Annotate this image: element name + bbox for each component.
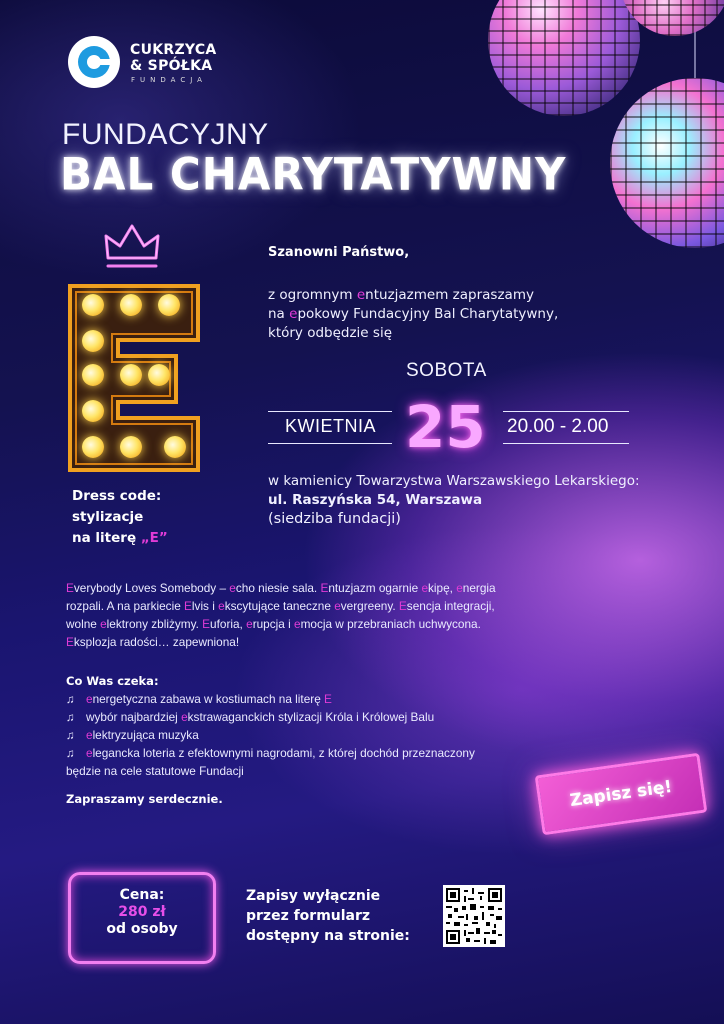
qr-code-icon[interactable]: [443, 885, 505, 947]
invitation-line: z ogromnym entuzjazmem zapraszamy: [268, 287, 534, 303]
list-item: ♫ wybór najbardziej ekstrawaganckich stylizacji Króla i Królowej Balu: [66, 710, 435, 724]
event-time: 20.00 - 2.00: [507, 416, 609, 437]
description-line: rozpali. A na parkiecie Elvis i ekscytujące taneczne evergreeny. Esencja integracji,: [66, 599, 495, 613]
venue-address: ul. Raszyńska 54, Warszawa: [268, 492, 483, 508]
month: KWIETNIA: [285, 416, 377, 436]
signup-button-label: Zapisz się!: [568, 776, 674, 812]
awaits-list: [66, 690, 566, 780]
invitation-text: [268, 286, 558, 343]
logo-line-2: & SPÓŁKA: [130, 58, 213, 74]
list-item: ♫ elegancka loteria z efektownymi nagrodami, z której dochód przeznaczony: [66, 746, 475, 760]
list-item-continuation: będzie na cele statutowe Fundacji: [66, 764, 244, 778]
dress-code-line-1: Dress code:: [72, 488, 162, 504]
music-note-icon: ♫: [66, 746, 75, 760]
music-note-icon: ♫: [66, 728, 75, 742]
venue-line-1: w kamienicy Towarzystwa Warszawskiego Lekarskiego:: [268, 473, 640, 489]
description-line: Eksplozja radości… zapewniona!: [66, 635, 240, 649]
divider: [268, 411, 392, 412]
invitation-line: na epokowy Fundacyjny Bal Charytatywny,: [268, 306, 559, 322]
venue-line-3: (siedziba fundacji): [268, 511, 401, 527]
weekday: SOBOTA: [406, 360, 487, 381]
list-item: ♫ energetyczna zabawa w kostiumach na literę E: [66, 692, 332, 706]
divider: [503, 411, 629, 412]
venue: [268, 472, 640, 529]
event-title: BAL CHARYTATYWNY: [60, 148, 567, 201]
price-per: od osoby: [106, 921, 178, 937]
logo-name: [130, 42, 217, 74]
dress-code-prefix: na literę: [72, 530, 141, 546]
divider: [268, 443, 392, 444]
greeting: Szanowni Państwo,: [268, 245, 410, 260]
dress-code-line-2: stylizacje: [72, 509, 144, 525]
disco-ball-icon: [488, 0, 640, 116]
logo-line-1: CUKRZYCA: [130, 42, 217, 58]
divider: [503, 443, 629, 444]
logo-subtitle: FUNDACJA: [131, 76, 207, 84]
event-subtitle: FUNDACYJNY: [62, 118, 269, 151]
signup-info-line: dostępny na stronie:: [246, 928, 410, 944]
dress-code: [72, 486, 168, 549]
music-note-icon: ♫: [66, 692, 75, 706]
disco-ball-icon: [610, 78, 724, 248]
list-item: ♫ elektryzująca muzyka: [66, 728, 199, 742]
signup-info-line: przez formularz: [246, 908, 371, 924]
description: [66, 579, 586, 651]
crown-icon: [102, 222, 162, 270]
awaits-title: Co Was czeka:: [66, 674, 159, 688]
description-line: wolne elektrony zbliżymy. Euforia, erupcja i emocja w przebraniach uchwycona.: [66, 617, 481, 631]
day-number: 25: [405, 393, 486, 461]
ball-string: [694, 30, 696, 80]
dress-code-line-3: [72, 528, 168, 549]
signup-info: [246, 886, 410, 946]
price-box: [68, 872, 216, 964]
closing-text: Zapraszamy serdecznie.: [66, 792, 223, 806]
music-note-icon: ♫: [66, 710, 75, 724]
marquee-letter-e-icon: [68, 284, 200, 472]
logo-c-icon: [68, 36, 120, 88]
signup-info-line: Zapisy wyłącznie: [246, 888, 381, 904]
price-value: 280 zł: [118, 904, 166, 920]
price-label: Cena:: [119, 887, 165, 903]
description-line: Everybody Loves Somebody – echo niesie sala. Entuzjazm ogarnie ekipę, energia: [66, 581, 496, 595]
dress-code-letter: „E”: [140, 530, 168, 546]
invitation-line: który odbędzie się: [268, 325, 392, 341]
